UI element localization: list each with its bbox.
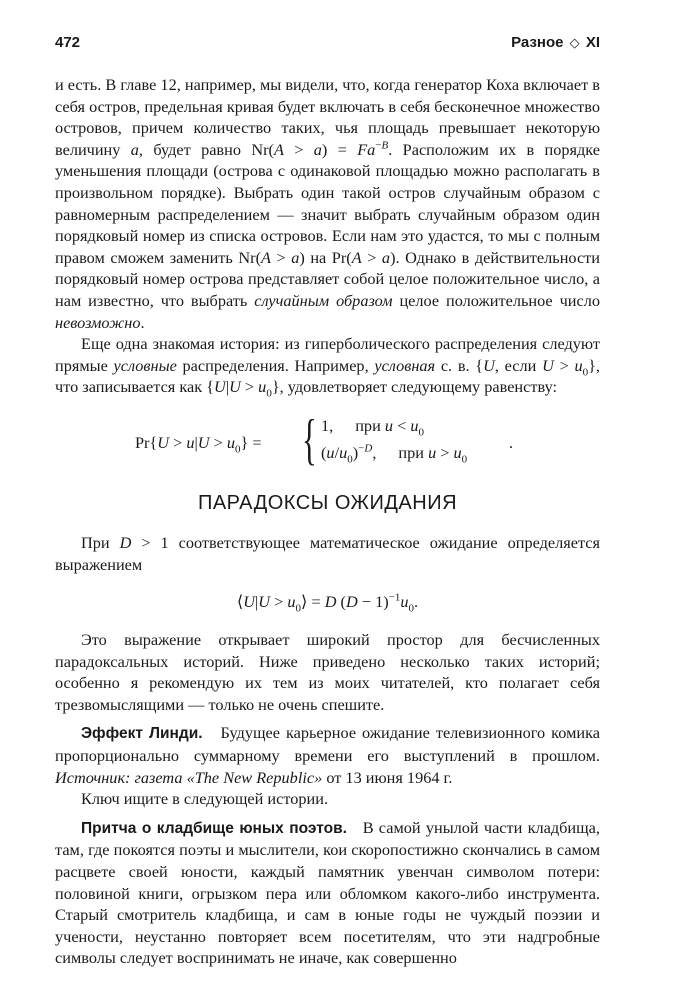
paragraph-key: Ключ ищите в следующей истории. bbox=[81, 789, 329, 809]
section-numeral: XI bbox=[585, 34, 600, 51]
paragraph-expectation: При D > 1 соответствующее математическое ожидание определяется выражением bbox=[55, 532, 600, 574]
section-header bbox=[511, 34, 600, 51]
paragraph-paradoxes: Это выражение открывает широкий простор для бесчисленных парадоксальных историй. Ниже приведено несколько таких историй; особенно я рекомендую их тем из моих читателей, кто полагает себя трезвомыслящими — только не очень спешите. bbox=[55, 630, 600, 714]
page-number: 472 bbox=[55, 34, 81, 51]
lindy-heading: Эффект Линди. bbox=[81, 725, 203, 743]
conditional-distribution-formula: $Pr\{U > u|U > u_0\}$ = { 1, при $u < u_0$ $(u/u_0)^{-D}$, при $u > u_0$ . bbox=[135, 408, 514, 471]
running-head bbox=[55, 34, 600, 54]
diamond-icon: ◇ bbox=[569, 35, 580, 50]
section-name: Разное bbox=[511, 34, 564, 51]
paragraph-lindy-effect: Эффект Линди. Будущее карьерное ожидание телевизионного комика пропорционально суммарному времени его выступлений в прошлом. Источник: газета «The New Republic» от 13 июня 1964 г. bbox=[55, 723, 600, 787]
parable-heading: Притча о кладбище юных поэтов. bbox=[81, 819, 347, 837]
expectation-formula: ⟨U|U > $u_0⟩ = D$ $(D - 1)^{-1}u_0$. bbox=[236, 591, 419, 615]
paragraph-young-poets: Притча о кладбище юных поэтов. В самой унылой части кладбища, там, где покоятся поэты и мыслители, кои скоропостижно скончались в самом расцвете своей юности, каждый памятник увенчан символом потери: половиной книги, огрызком пера или обломком какого-либо инструмента. Старый смотритель кладбища, и сам в юные годы не чуждый поэзии и учености, неустанно повторяет всем посетителям, что эти надгробные символы следует воспринимать не иначе, как совершенно bbox=[55, 817, 600, 968]
paragraph-koch-islands: и есть. В главе 12, например, мы видели, что, когда генератор Коха включает в себя остров, предельная кривая будет включать в себя бесконечное множество островов, причем количество таких, чья площадь превышает некоторую величину a, будет равно $Nr(A > a) = Fa^{-B}$. Расположим их в порядке уменьшения площади (острова с одинаковой площадью можно располагать в произвольном порядке). Выбрать один такой остров случайным образом с равномерным распределением — значит выбрать случайным образом один порядковый номер из списка островов. Если нам это удастся, то мы с полным правом сможем заменить Nr(A > a) на Pr(A > a). Однако в действительности порядковый номер острова представляет собой целое положительное число, а нам известно, что выбрать случайным образом целое положительное число невозможно. bbox=[55, 75, 601, 332]
chapter-title: ПАРАДОКСЫ ОЖИДАНИЯ bbox=[197, 491, 458, 514]
paragraph-conditional: Еще одна знакомая история: из гиперболического распределения следуют прямые условные распределения. Например, условная с. в. {U, если $U > u_0$}, что записывается как $\{U|U > u_0\}$, удовлетворяет следующему равенству: bbox=[55, 334, 600, 400]
main-text bbox=[55, 74, 600, 969]
